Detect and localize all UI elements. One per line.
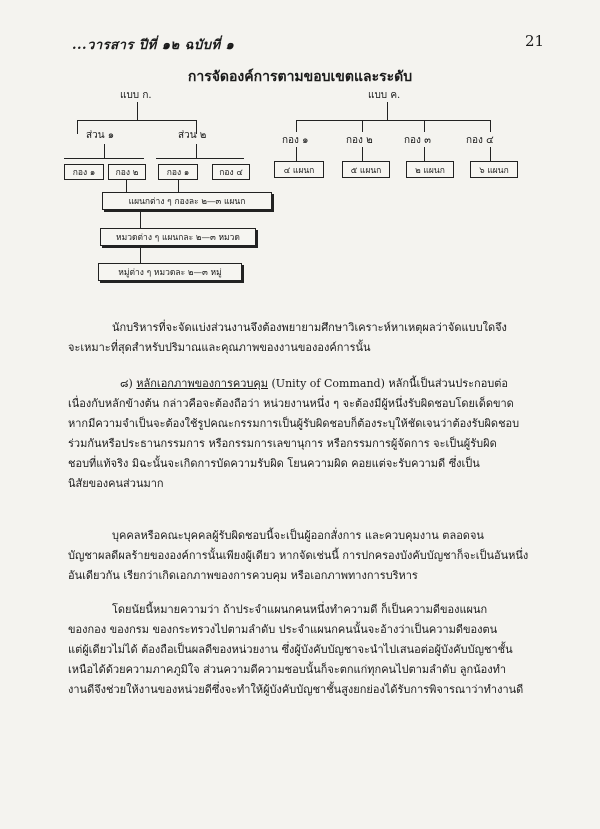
section-heading-en: (Unity of Command) [271,377,385,390]
text-line: นักบริหารที่จะจัดแบ่งส่วนงานจึงต้องพยายามศึกษาวิเคราะห์หาเหตุผลว่าจัดแบบใดจึง [112,321,507,334]
paragraph-3 [68,526,538,586]
left-division-3: กอง ๑ [158,164,198,180]
text-line: อันเดียวกัน เรียกว่าเกิดเอกภาพของการควบคุม หรือเอกภาพทางการบริหาร [68,569,418,582]
text-line: ร่วมกันหรือประธานกรรมการ หรือกรรมการเลขานุการ หรือกรรมการผู้จัดการ จะเป็นผู้รับผิด [68,437,497,450]
running-header: ...วารสาร ปีที่ ๑๒ ฉบับที่ ๑ [72,38,235,53]
right-units-2: ๕ แผนก [342,161,390,178]
paragraph-1 [68,318,538,358]
text-line: โดยนัยนี้หมายความว่า ถ้าประจำแผนกคนหนึ่งทำความดี ก็เป็นความดีของแผนก [112,603,488,616]
paragraph-4 [68,600,538,700]
right-units-1: ๔ แผนก [274,161,324,178]
text-line: งานดีจึงช่วยให้งานของหน่วยดีซึ่งจะทำให้ผู้บังคับบัญชาชั้นสูงยกย่องได้รับการพิจารณาว่าทำงานดี [68,683,524,696]
text-line: ของกอง ของกรม ของกระทรวงไปตามลำดับ ประจำแผนกคนนั้นจะอ้างว่าเป็นความดีของตน [68,623,498,636]
text-line: หากมีความจำเป็นจะต้องใช้รูปคณะกรรมการเป็นผู้รับผิดชอบก็ต้องระบุให้ชัดเจนว่าต้องรับผิดชอบ [68,417,520,430]
left-division-4: กอง ๔ [212,164,250,180]
right-division-4: กอง ๔ [466,135,494,146]
paragraph-2 [68,374,538,494]
item-number: ๘) [120,377,133,390]
text-line: แต่ผู้เดียวไม่ได้ ต้องถือเป็นผลดีของหน่วยงาน ซึ่งผู้บังคับบัญชาจะนำไปเสนอต่อผู้บังคับบัญชาชั้น [68,643,513,656]
text-line: นิสัยของคนส่วนมาก [68,477,164,490]
section-heading-line [68,374,538,394]
right-division-1: กอง ๑ [282,135,309,146]
right-division-3: กอง ๓ [404,135,431,146]
page-number: 21 [525,32,545,50]
right-units-4: ๖ แผนก [470,161,518,178]
section-heading: หลักเอกภาพของการควบคุม [136,377,269,390]
right-division-2: กอง ๒ [346,135,373,146]
left-groups-box: หมู่ต่าง ๆ หมวดละ ๒—๓ หมู่ [98,263,242,281]
text-line: บุคคลหรือคณะบุคคลผู้รับผิดชอบนี้จะเป็นผู้ออกสั่งการ และควบคุมงาน ตลอดจน [112,529,484,542]
left-section-2: ส่วน ๒ [178,130,207,141]
right-chart-label: แบบ ค. [368,90,401,101]
left-section-1: ส่วน ๑ [86,130,115,141]
text-line: เหนือได้ด้วยความภาคภูมิใจ ส่วนความดีความชอบนั้นก็จะตกแก่ทุกคนไปตามลำดับ ลูกน้องทำ [68,663,507,676]
diagram-title: การจัดองค์การตามขอบเขตและระดับ [187,69,413,85]
left-division-1: กอง ๑ [64,164,104,180]
text-line: บัญชาผลดีผลร้ายขององค์การนั้นเพียงผู้เดียว หากจัดเช่นนี้ การปกครองบังคับบัญชาก็จะเป็นอันหนึ่ง [68,549,529,562]
left-units-box: หมวดต่าง ๆ แผนกละ ๒—๓ หมวด [100,228,256,246]
left-sections-box: แผนกต่าง ๆ กองละ ๒—๓ แผนก [102,192,272,210]
text-line: จะเหมาะที่สุดสำหรับปริมาณและคุณภาพของงานขององค์การนั้น [68,341,371,354]
left-division-2: กอง ๒ [108,164,146,180]
left-chart-label: แบบ ก. [120,90,152,101]
heading-continuation: หลักนี้เป็นส่วนประกอบต่อ [388,377,509,390]
text-line: เนื่องกับหลักข้างต้น กล่าวคือจะต้องถือว่า หน่วยงานหนึ่ง ๆ จะต้องมีผู้หนึ่งรับผิดชอบโดยเด็ดขาด [68,397,514,410]
text-line: ชอบที่แท้จริง มิฉะนั้นจะเกิดการบัดความรับผิด โยนความผิด คอยแต่จะรับความดี ซึ่งเป็น [68,457,480,470]
right-units-3: ๒ แผนก [406,161,454,178]
